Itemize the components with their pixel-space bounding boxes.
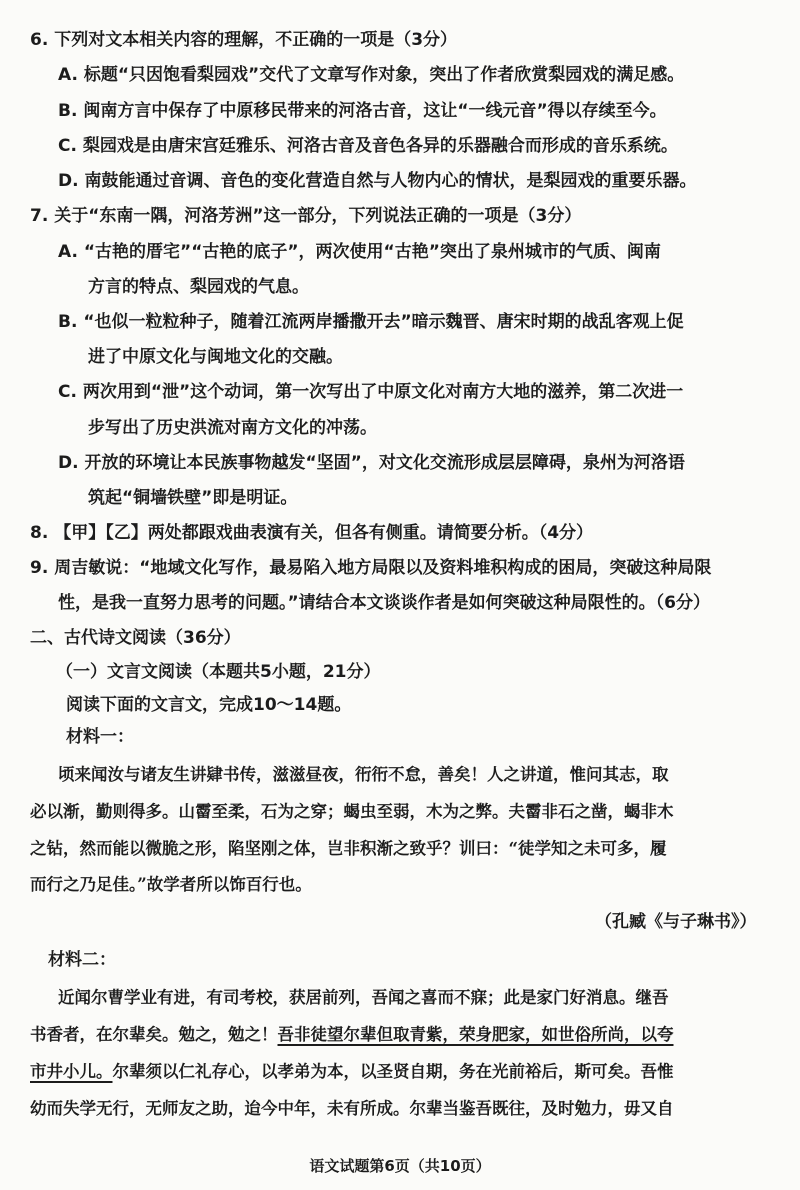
material-2-line2: [30, 1023, 674, 1047]
material-2-line3-text: 尔辈须以仁礼存心，以孝弟为本，以圣贤自期，务在光前裕后，斯可矣。吾惟: [112, 1062, 674, 1081]
q9-stem-line2: 性，是我一直努力思考的问题。”请结合本文谈谈作者是如何突破这种局限性的。（6分）: [58, 593, 710, 613]
material-2-underlined-sentence-part1: 吾非徒望尔辈但取青紫，荣身肥家，如世俗所尚，以夸: [277, 1025, 674, 1044]
q8-stem: 8. 【甲】【乙】两处都跟戏曲表演有关，但各有侧重。请简要分析。（4分）: [30, 523, 594, 543]
q6-option-b: B. 闽南方言中保存了中原移民带来的河洛古音，这让“一线元音”得以存续至今。: [58, 101, 667, 121]
q6-option-c: C. 梨园戏是由唐宋宫廷雅乐、河洛古音及音色各异的乐器融合而形成的音乐系统。: [58, 136, 678, 156]
material-2-line3: [30, 1060, 674, 1084]
page-footer: 语文试题第6页（共10页）: [309, 1157, 491, 1175]
material-1-line1: 顷来闻汝与诸友生讲肄书传，滋滋昼夜，衎衎不怠，善矣！人之讲道，惟问其志，取: [58, 765, 669, 784]
q7-option-c-line2: 步写出了历史洪流对南方文化的冲荡。: [88, 418, 377, 438]
material-1-source: （孔臧《与子琳书》）: [595, 912, 757, 932]
material-2-label: 材料二：: [48, 950, 116, 970]
reading-instruction: 阅读下面的文言文，完成10～14题。: [66, 695, 352, 715]
q7-option-a-line1: A. “古艳的厝宅”“古艳的底子”，两次使用“古艳”突出了泉州城市的气质、闽南: [58, 242, 661, 262]
q7-option-c-line1: C. 两次用到“泄”这个动词，第一次写出了中原文化对南方大地的滋养，第二次进一: [58, 382, 684, 402]
material-2-line1: 近闻尔曹学业有进，有司考校，获居前列，吾闻之喜而不寐；此是家门好消息。继吾: [58, 988, 669, 1007]
material-2-underlined-sentence-part2: 市井小儿。: [30, 1062, 113, 1081]
q7-stem: 7. 关于“东南一隅，河洛芳洲”这一部分，下列说法正确的一项是（3分）: [30, 206, 582, 226]
q6-option-a: A. 标题“只因饱看梨园戏”交代了文章写作对象，突出了作者欣赏梨园戏的满足感。: [58, 65, 685, 85]
material-1-line4: 而行之乃足佳。”故学者所以饰百行也。: [30, 875, 312, 894]
q6-option-d: D. 南鼓能通过音调、音色的变化营造自然与人物内心的情状，是梨园戏的重要乐器。: [58, 171, 697, 191]
q6-stem: 6. 下列对文本相关内容的理解，不正确的一项是（3分）: [30, 30, 458, 50]
subsection-title: （一）文言文阅读（本题共5小题，21分）: [56, 662, 381, 682]
section-title: 二、古代诗文阅读（36分）: [30, 628, 241, 648]
material-2-line2-text: 书香者，在尔辈矣。勉之，勉之！: [30, 1025, 278, 1044]
material-1-line2: 必以渐，勤则得多。山霤至柔，石为之穿；蝎虫至弱，木为之弊。夫霤非石之凿，蝎非木: [30, 802, 674, 821]
material-2-line4: 幼而失学无行，无师友之助，迨今中年，未有所成。尔辈当鉴吾既往，及时勉力，毋又自: [30, 1099, 674, 1118]
material-1-line3: 之钻，然而能以微脆之形，陷坚刚之体，岂非积渐之致乎？训曰：“徒学知之未可多，履: [30, 839, 667, 858]
q7-option-d-line1: D. 开放的环境让本民族事物越发“坚固”，对文化交流形成层层障碍，泉州为河洛语: [58, 453, 685, 473]
q7-option-b-line2: 进了中原文化与闽地文化的交融。: [88, 347, 343, 367]
q9-stem-line1: 9. 周吉敏说：“地域文化写作，最易陷入地方局限以及资料堆积构成的困局，突破这种局限: [30, 558, 712, 578]
q7-option-a-line2: 方言的特点、梨园戏的气息。: [88, 277, 309, 297]
q7-option-d-line2: 筑起“铜墙铁壁”即是明证。: [88, 488, 298, 508]
material-1-label: 材料一：: [66, 727, 134, 747]
q7-option-b-line1: B. “也似一粒粒种子，随着江流两岸播撒开去”暗示魏晋、唐宋时期的战乱客观上促: [58, 312, 684, 332]
